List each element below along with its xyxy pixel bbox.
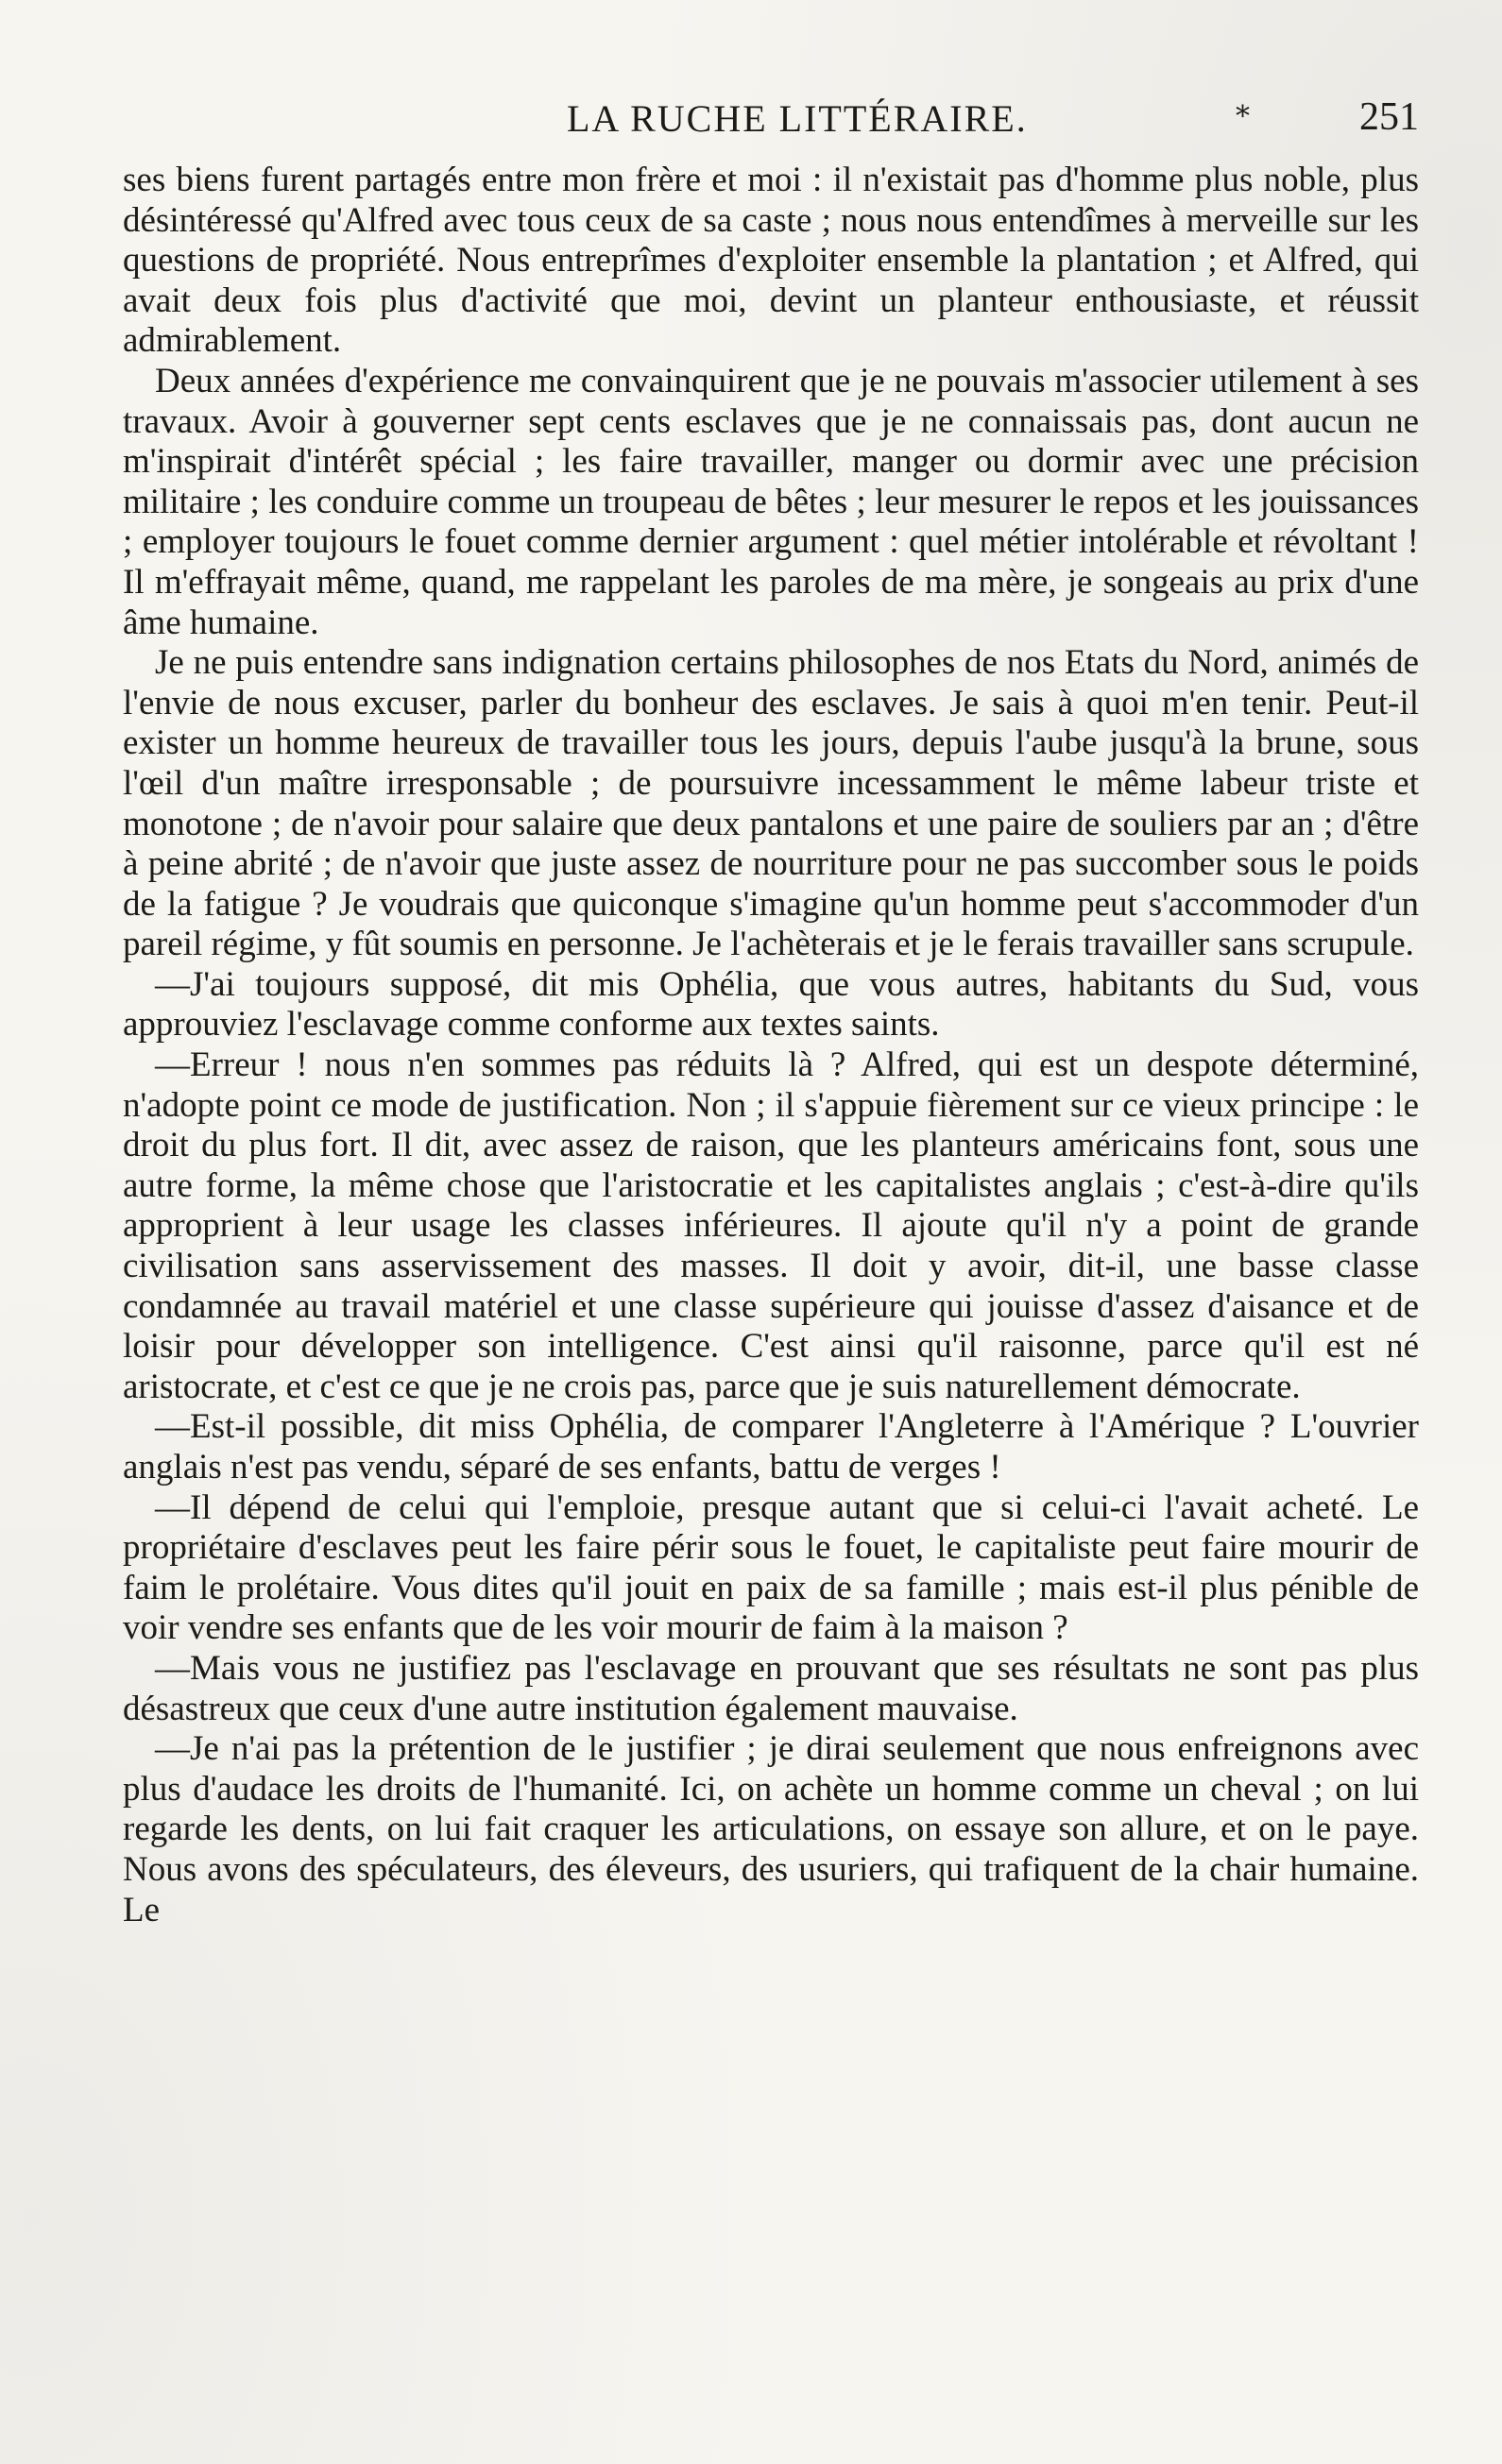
header-ornament: * [1236, 100, 1250, 133]
running-title: LA RUCHE LITTÉRAIRE. [567, 97, 1028, 140]
paragraph: ses biens furent partagés entre mon frère et moi : il n'existait pas d'homme plus noble, plus désintéressé qu'Alfred avec tous ceux de sa caste ; nous nous entendîmes à merveille sur les questions de propriété. Nous entreprîmes d'exploiter ensemble la plantation ; et Alfred, qui avait deux fois plus d'activité que moi, devint un planteur enthousiaste, et réussit admirablement. [123, 161, 1419, 361]
paragraph: —Mais vous ne justifiez pas l'esclavage en prouvant que ses résultats ne sont pas plus désastreux que ceux d'une autre institution également mauvaise. [123, 1648, 1419, 1728]
page-header [123, 91, 1419, 147]
page-number: 251 [1359, 95, 1419, 139]
paragraph: —Erreur ! nous n'en sommes pas réduits là ? Alfred, qui est un despote déterminé, n'adopte point ce mode de justification. Non ; il s'appuie fièrement sur ce vieux principe : le droit du plus fort. Il dit, avec assez de raison, que les planteurs américains font, sous une autre forme, la même chose que l'aristocratie et les capitalistes anglais ; c'est-à-dire qu'ils approprient à leur usage les classes inférieures. Il ajoute qu'il n'y a point de grande civilisation sans asservissement des masses. Il doit y avoir, dit-il, une basse classe condamnée au travail matériel et une classe supérieure qui jouisse d'assez d'aisance et de loisir pour développer son intelligence. C'est ainsi qu'il raisonne, parce qu'il est né aristocrate, et c'est ce que je ne crois pas, parce que je suis naturellement démocrate. [123, 1045, 1419, 1406]
paragraph: Je ne puis entendre sans indignation certains philosophes de nos Etats du Nord, animés de l'envie de nous excuser, parler du bonheur des esclaves. Je sais à quoi m'en tenir. Peut-il exister un homme heureux de travailler tous les jours, depuis l'aube jusqu'à la brune, sous l'œil d'un maître irresponsable ; de poursuivre incessamment le même labeur triste et monotone ; de n'avoir pour salaire que deux pantalons et une paire de souliers par an ; d'être à peine abrité ; de n'avoir que juste assez de nourriture pour ne pas succomber sous le poids de la fatigue ? Je voudrais que quiconque s'imagine qu'un homme peut s'accommoder d'un pareil régime, y fût soumis en personne. Je l'achèterais et je le ferais travailler sans scrupule. [123, 643, 1419, 964]
paragraph: —Je n'ai pas la prétention de le justifier ; je dirai seulement que nous enfreignons avec plus d'audace les droits de l'humanité. Ici, on achète un homme comme un cheval ; on lui regarde les dents, on lui fait craquer les articulations, on essaye son allure, et on le paye. Nous avons des spéculateurs, des éleveurs, des usuriers, qui trafiquent de la chair humaine. Le [123, 1729, 1419, 1929]
paragraph: —J'ai toujours supposé, dit mis Ophélia, que vous autres, habitants du Sud, vous approuviez l'esclavage comme conforme aux textes saints. [123, 964, 1419, 1045]
paragraph: —Est-il possible, dit miss Ophélia, de comparer l'Angleterre à l'Amérique ? L'ouvrier anglais n'est pas vendu, séparé de ses enfants, battu de verges ! [123, 1407, 1419, 1487]
body-text [123, 161, 1419, 1930]
paragraph: Deux années d'expérience me convainquirent que je ne pouvais m'associer utilement à ses travaux. Avoir à gouverner sept cents esclaves que je ne connaissais pas, dont aucun ne m'inspirait d'intérêt spécial ; les faire travailler, manger ou dormir avec une précision militaire ; les conduire comme un troupeau de bêtes ; leur mesurer le repos et les jouissances ; employer toujours le fouet comme dernier argument : quel métier intolérable et révoltant ! Il m'effrayait même, quand, me rappelant les paroles de ma mère, je songeais au prix d'une âme humaine. [123, 361, 1419, 642]
paragraph: —Il dépend de celui qui l'emploie, presque autant que si celui-ci l'avait acheté. Le propriétaire d'esclaves peut les faire périr sous le fouet, le capitaliste peut faire mourir de faim le prolétaire. Vous dites qu'il jouit en paix de sa famille ; mais est-il plus pénible de voir vendre ses enfants que de les voir mourir de faim à la maison ? [123, 1487, 1419, 1648]
